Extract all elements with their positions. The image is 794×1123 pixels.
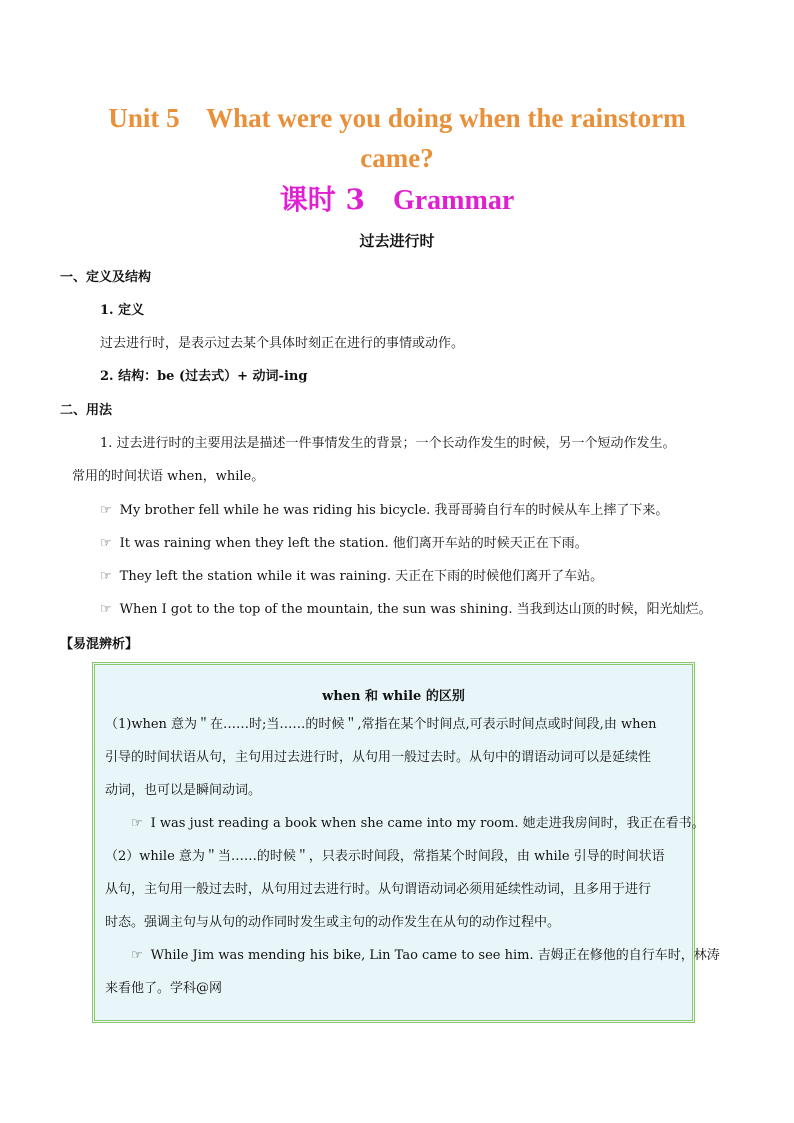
example-item [100,534,588,554]
unit-title [60,98,734,178]
box-example [131,946,720,966]
box-title: when 和 while 的区别 [322,689,465,704]
lesson-number: 课时 3 [279,183,365,216]
box-example-text: I was just reading a book when she came into my room. 她走进我房间时，我正在看书。 [150,816,705,831]
box-line: （2）while 意为＂当……的时候＂，只表示时间段，常指某个时间段，由 while 引导的时间状语 [105,849,665,864]
box-line: 时态。强调主句与从句的动作同时发生或主句的动作发生在从句的动作过程中。 [105,915,561,930]
pointing-hand-icon: ☞ [100,569,112,584]
box-line: 从句，主句用一般过去时，从句用过去进行时。从句谓语动词必须用延续性动词，且多用于进行 [105,882,652,897]
subtitle: 过去进行时 [359,232,435,250]
box-line: 来看他了。学科@网 [105,981,223,996]
box-line: （1)when 意为＂在……时;当……的时候＂,常指在某个时间点,可表示时间点或时间段,由 when [105,717,657,732]
box-example [131,814,705,834]
box-line: 引导的时间状语从句，主句用过去进行时，从句用一般过去时。从句中的谓语动词可以是延续性 [105,750,652,765]
lesson-title [0,180,794,221]
confusion-label: 【易混辨析】 [60,637,139,652]
box-example-text: While Jim was mending his bike, Lin Tao came to see him. 吉姆正在修他的自行车时，林涛 [150,948,720,963]
pointing-hand-icon: ☞ [131,816,143,831]
unit-title-line2: came? [360,143,434,173]
example-text: My brother fell while he was riding his bicycle. 我哥哥骑自行车的时候从车上摔了下来。 [119,503,669,518]
structure-text: 2. 结构：be (过去式）+ 动词-ing [100,369,308,384]
box-line: 动词，也可以是瞬间动词。 [105,783,262,798]
example-text: When I got to the top of the mountain, the sun was shining. 当我到达山顶的时候，阳光灿烂。 [119,602,712,617]
example-item [100,600,712,620]
pointing-hand-icon: ☞ [100,503,112,518]
definition-text: 过去进行时，是表示过去某个具体时刻正在进行的事情或动作。 [100,336,465,351]
definition-heading: 1. 定义 [100,303,145,318]
usage-line1: 1. 过去进行时的主要用法是描述一件事情发生的背景；一个长动作发生的时候，另一个短动作发生。 [100,436,676,451]
pointing-hand-icon: ☞ [131,948,143,963]
usage-line2: 常用的时间状语 when，while。 [72,469,265,484]
example-text: They left the station while it was raining. 天正在下雨的时候他们离开了车站。 [119,569,604,584]
unit-title-line1: Unit 5 What were you doing when the rainstorm [108,103,686,133]
section2-heading: 二、用法 [60,403,113,418]
example-text: It was raining when they left the station. 他们离开车站的时候天正在下雨。 [119,536,588,551]
section1-heading: 一、定义及结构 [60,270,152,285]
pointing-hand-icon: ☞ [100,602,112,617]
pointing-hand-icon: ☞ [100,536,112,551]
lesson-topic: Grammar [392,185,515,216]
example-item [100,567,603,587]
comparison-box [92,662,720,1023]
example-item [100,501,668,521]
